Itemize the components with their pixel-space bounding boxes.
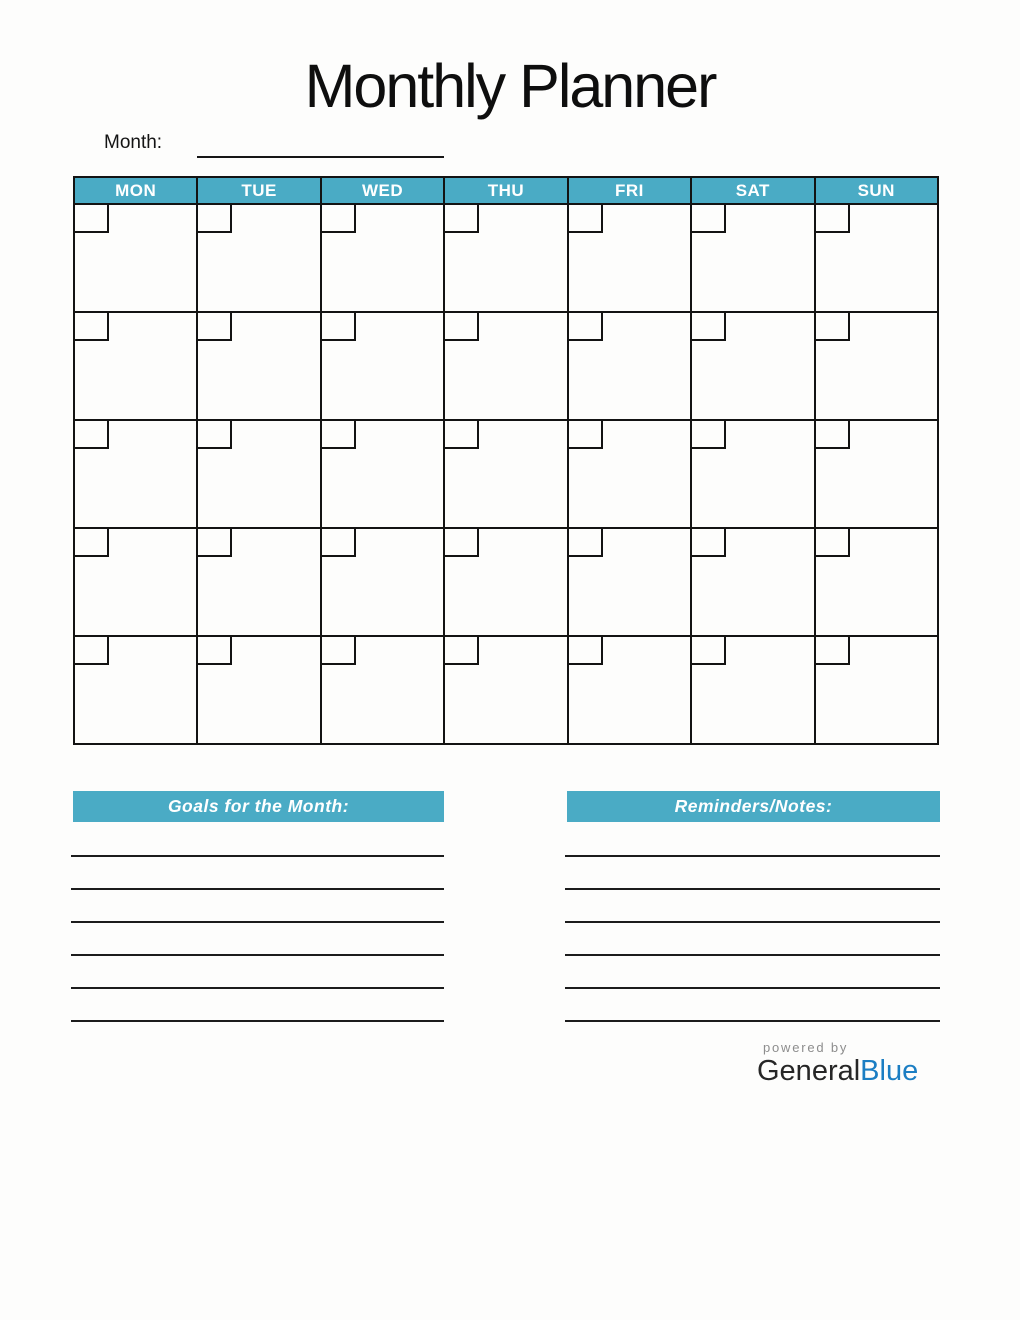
calendar-header-row bbox=[74, 177, 938, 204]
calendar-week-row bbox=[74, 420, 938, 528]
writing-line bbox=[71, 888, 444, 890]
month-label: Month: bbox=[104, 132, 163, 153]
date-number-box bbox=[198, 529, 232, 557]
date-number-box bbox=[75, 529, 109, 557]
calendar-day-cell bbox=[197, 204, 320, 312]
date-number-box bbox=[75, 637, 109, 665]
calendar-day-cell bbox=[815, 204, 938, 312]
calendar-day-cell bbox=[444, 528, 567, 636]
calendar-day-cell bbox=[321, 420, 444, 528]
calendar-day-cell bbox=[568, 528, 691, 636]
date-number-box bbox=[816, 421, 850, 449]
writing-line bbox=[71, 954, 444, 956]
date-number-box bbox=[692, 637, 726, 665]
calendar-day-cell bbox=[444, 420, 567, 528]
writing-line bbox=[565, 921, 940, 923]
month-input-line bbox=[197, 133, 444, 158]
calendar-week-row bbox=[74, 312, 938, 420]
calendar-day-cell bbox=[444, 204, 567, 312]
writing-line bbox=[71, 987, 444, 989]
date-number-box bbox=[445, 313, 479, 341]
day-header-fri: FRI bbox=[568, 177, 691, 204]
day-header-thu: THU bbox=[444, 177, 567, 204]
calendar-day-cell bbox=[691, 312, 814, 420]
calendar-day-cell bbox=[74, 420, 197, 528]
date-number-box bbox=[322, 421, 356, 449]
date-number-box bbox=[445, 205, 479, 233]
reminders-header-bar: Reminders/Notes: bbox=[567, 791, 940, 822]
writing-line bbox=[565, 888, 940, 890]
calendar-day-cell bbox=[321, 204, 444, 312]
calendar-day-cell bbox=[74, 636, 197, 744]
date-number-box bbox=[75, 421, 109, 449]
writing-line bbox=[565, 954, 940, 956]
calendar-day-cell bbox=[321, 528, 444, 636]
writing-line bbox=[71, 1020, 444, 1022]
logo-text-general: General bbox=[757, 1055, 861, 1087]
calendar-body bbox=[74, 204, 938, 744]
calendar-day-cell bbox=[568, 420, 691, 528]
writing-line bbox=[71, 921, 444, 923]
calendar-day-cell bbox=[74, 312, 197, 420]
date-number-box bbox=[569, 421, 603, 449]
calendar-day-cell bbox=[444, 636, 567, 744]
date-number-box bbox=[322, 205, 356, 233]
calendar-week-row bbox=[74, 204, 938, 312]
calendar-day-cell bbox=[691, 420, 814, 528]
date-number-box bbox=[816, 313, 850, 341]
calendar-day-cell bbox=[321, 636, 444, 744]
date-number-box bbox=[322, 529, 356, 557]
date-number-box bbox=[198, 205, 232, 233]
date-number-box bbox=[445, 529, 479, 557]
date-number-box bbox=[75, 313, 109, 341]
general-blue-logo bbox=[757, 1055, 918, 1088]
writing-line bbox=[565, 855, 940, 857]
calendar-table bbox=[73, 176, 939, 745]
general-blue-branding bbox=[757, 1040, 918, 1088]
calendar-day-cell bbox=[197, 636, 320, 744]
day-header-sun: SUN bbox=[815, 177, 938, 204]
reminders-section bbox=[567, 791, 940, 1041]
goals-header-bar: Goals for the Month: bbox=[73, 791, 444, 822]
day-header-sat: SAT bbox=[691, 177, 814, 204]
date-number-box bbox=[198, 421, 232, 449]
calendar-week-row bbox=[74, 636, 938, 744]
calendar-day-cell bbox=[568, 204, 691, 312]
calendar-day-cell bbox=[815, 420, 938, 528]
calendar-day-cell bbox=[568, 636, 691, 744]
calendar-day-cell bbox=[691, 528, 814, 636]
calendar-day-cell bbox=[444, 312, 567, 420]
calendar-day-cell bbox=[691, 636, 814, 744]
calendar-day-cell bbox=[197, 312, 320, 420]
goals-section bbox=[73, 791, 444, 1041]
page-title: Monthly Planner bbox=[304, 52, 716, 120]
day-header-tue: TUE bbox=[197, 177, 320, 204]
date-number-box bbox=[569, 205, 603, 233]
calendar-day-cell bbox=[321, 312, 444, 420]
date-number-box bbox=[322, 313, 356, 341]
date-number-box bbox=[692, 205, 726, 233]
calendar-day-cell bbox=[691, 204, 814, 312]
writing-line bbox=[565, 1020, 940, 1022]
date-number-box bbox=[816, 637, 850, 665]
calendar-week-row bbox=[74, 528, 938, 636]
date-number-box bbox=[692, 313, 726, 341]
date-number-box bbox=[692, 421, 726, 449]
day-header-wed: WED bbox=[321, 177, 444, 204]
calendar-day-cell bbox=[197, 528, 320, 636]
writing-line bbox=[71, 855, 444, 857]
date-number-box bbox=[569, 529, 603, 557]
date-number-box bbox=[445, 421, 479, 449]
date-number-box bbox=[445, 637, 479, 665]
logo-text-blue: Blue bbox=[860, 1055, 919, 1087]
date-number-box bbox=[569, 637, 603, 665]
calendar-day-cell bbox=[74, 528, 197, 636]
date-number-box bbox=[75, 205, 109, 233]
date-number-box bbox=[198, 313, 232, 341]
date-number-box bbox=[198, 637, 232, 665]
calendar-day-cell bbox=[197, 420, 320, 528]
calendar-day-cell bbox=[74, 204, 197, 312]
calendar-day-cell bbox=[815, 528, 938, 636]
calendar-day-cell bbox=[815, 636, 938, 744]
powered-by-text: powered by bbox=[763, 1040, 849, 1055]
date-number-box bbox=[816, 205, 850, 233]
date-number-box bbox=[569, 313, 603, 341]
date-number-box bbox=[692, 529, 726, 557]
day-header-mon: MON bbox=[74, 177, 197, 204]
calendar-day-cell bbox=[815, 312, 938, 420]
date-number-box bbox=[322, 637, 356, 665]
calendar-day-cell bbox=[568, 312, 691, 420]
date-number-box bbox=[816, 529, 850, 557]
writing-line bbox=[565, 987, 940, 989]
